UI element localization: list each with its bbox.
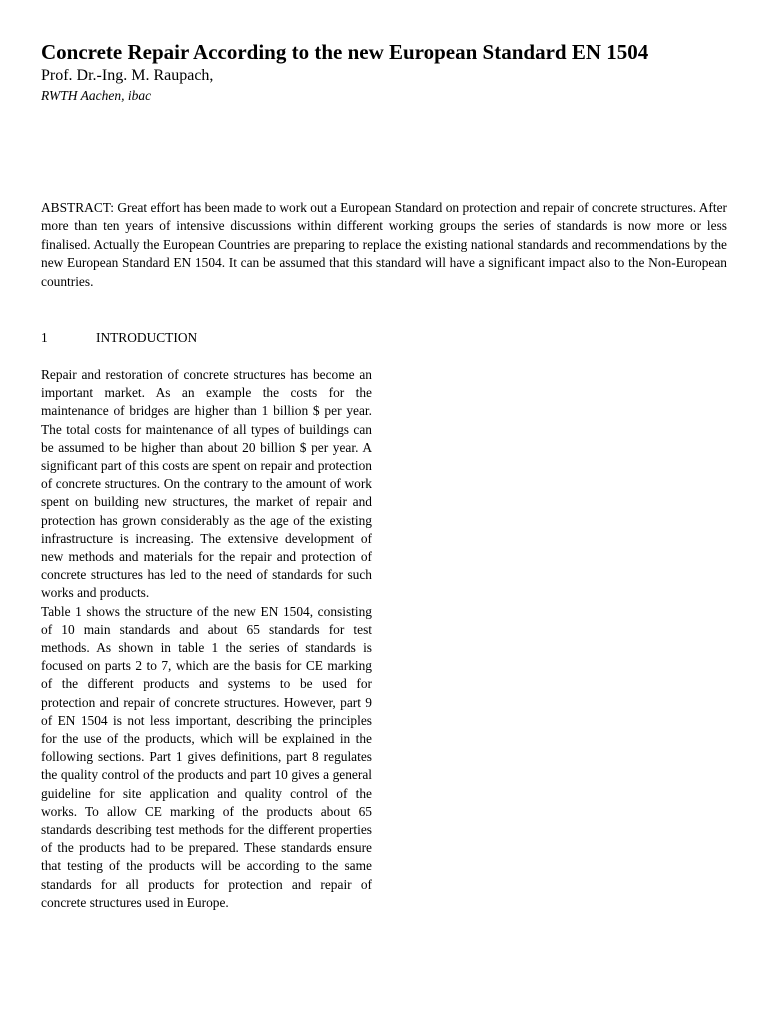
author-line: Prof. Dr.-Ing. M. Raupach, <box>41 67 214 84</box>
section-heading <box>41 329 197 347</box>
section-title: INTRODUCTION <box>96 330 198 345</box>
affiliation-line: RWTH Aachen, ibac <box>41 88 152 103</box>
body-paragraph: Table 1 shows the structure of the new EN 1504, consisting of 10 main standards and about 65 standards for test methods. As shown in table 1 the series of standards is focused on parts 2 to 7, which are the basis for CE marking of the different products and systems to be used for protection and repair of concrete structures. However, part 9 of EN 1504 is not less important, describing the principles for the use of the products, which will be explained in the following sections. Part 1 gives definitions, part 8 regulates the quality control of the products and part 10 gives a general guideline for site application and quality control of the works. To allow CE marking of the products about 65 standards describing test methods for the different properties of the products had to be prepared. These standards ensure that testing of the products will be according to the same standards for all products for protection and repair of concrete structures used in Europe. <box>41 603 372 910</box>
body-paragraph: Repair and restoration of concrete structures has become an important market. As an example the costs for the maintenance of bridges are higher than 1 billion $ per year. The total costs for maintenance of all types of buildings can be assumed to be higher than about 20 billion $ per year. A significant part of this costs are spent on repair and protection of concrete structures. On the contrary to the amount of work spent on building new structures, the market of repair and protection has grown considerably as the age of the existing infrastructure is increasing. The extensive development of new methods and materials for the repair and protection of concrete structures has led to the need of standards for such works and products. <box>41 367 372 601</box>
abstract-paragraph: ABSTRACT: Great effort has been made to work out a European Standard on protection and repair of concrete structures. After more than ten years of intensive discussions within different working groups the series of standards is now more or less finalised. Actually the European Countries are preparing to replace the existing national standards and recommendations by the new European Standard EN 1504. It can be assumed that this standard will have a significant impact also to the Non-European countries. <box>41 200 727 289</box>
paper-title: Concrete Repair According to the new European Standard EN 1504 <box>41 40 649 64</box>
section-number: 1 <box>41 330 48 345</box>
body-column <box>41 366 372 912</box>
